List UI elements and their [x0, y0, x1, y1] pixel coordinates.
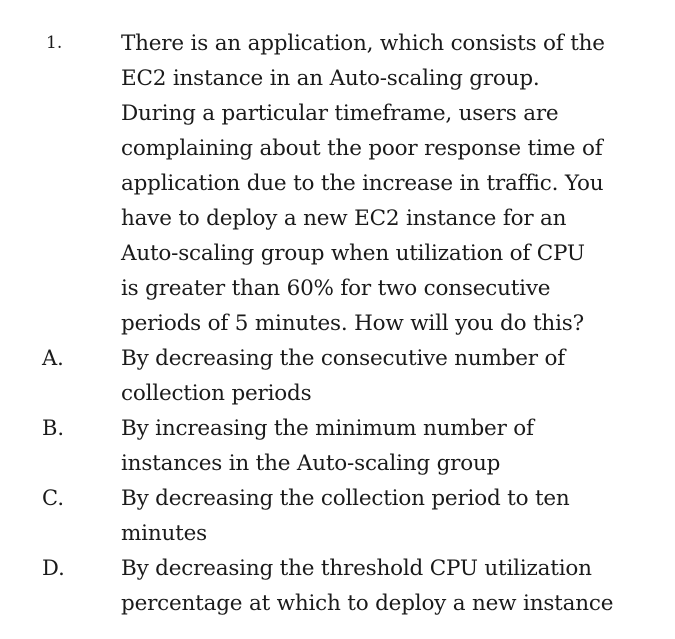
option-line: minutes	[121, 521, 207, 546]
option-line: By increasing the minimum number of	[121, 416, 534, 441]
question	[0, 26, 675, 341]
option-text	[121, 481, 631, 551]
option-text	[121, 341, 631, 411]
option-line: instances in the Auto-scaling group	[121, 451, 501, 476]
option-letter: A.	[42, 346, 64, 370]
option-line: collection periods	[121, 381, 312, 406]
question-line: Auto-scaling group when utilization of CPU	[121, 241, 585, 266]
question-line: is greater than 60% for two consecutive	[121, 276, 551, 301]
option-c[interactable]	[0, 481, 675, 551]
question-block	[0, 26, 675, 621]
option-letter: B.	[42, 416, 65, 440]
question-text	[121, 26, 631, 341]
question-line: There is an application, which consists of the	[121, 31, 605, 56]
option-text	[121, 551, 631, 621]
option-d[interactable]	[0, 551, 675, 621]
question-line: periods of 5 minutes. How will you do this?	[121, 311, 584, 336]
question-line: application due to the increase in traffic. You	[121, 171, 604, 196]
option-text	[121, 411, 631, 481]
option-letter: C.	[42, 486, 64, 510]
option-line: By decreasing the consecutive number of	[121, 346, 566, 371]
option-line: percentage at which to deploy a new instance	[121, 591, 614, 616]
question-number: 1.	[46, 33, 63, 53]
question-line: EC2 instance in an Auto-scaling group.	[121, 66, 540, 91]
question-line: complaining about the poor response time of	[121, 136, 603, 161]
option-line: By decreasing the collection period to ten	[121, 486, 570, 511]
question-line: have to deploy a new EC2 instance for an	[121, 206, 567, 231]
option-letter: D.	[42, 556, 65, 580]
question-line: During a particular timeframe, users are	[121, 101, 559, 126]
option-line: By decreasing the threshold CPU utilization	[121, 556, 592, 581]
option-a[interactable]	[0, 341, 675, 411]
option-b[interactable]	[0, 411, 675, 481]
